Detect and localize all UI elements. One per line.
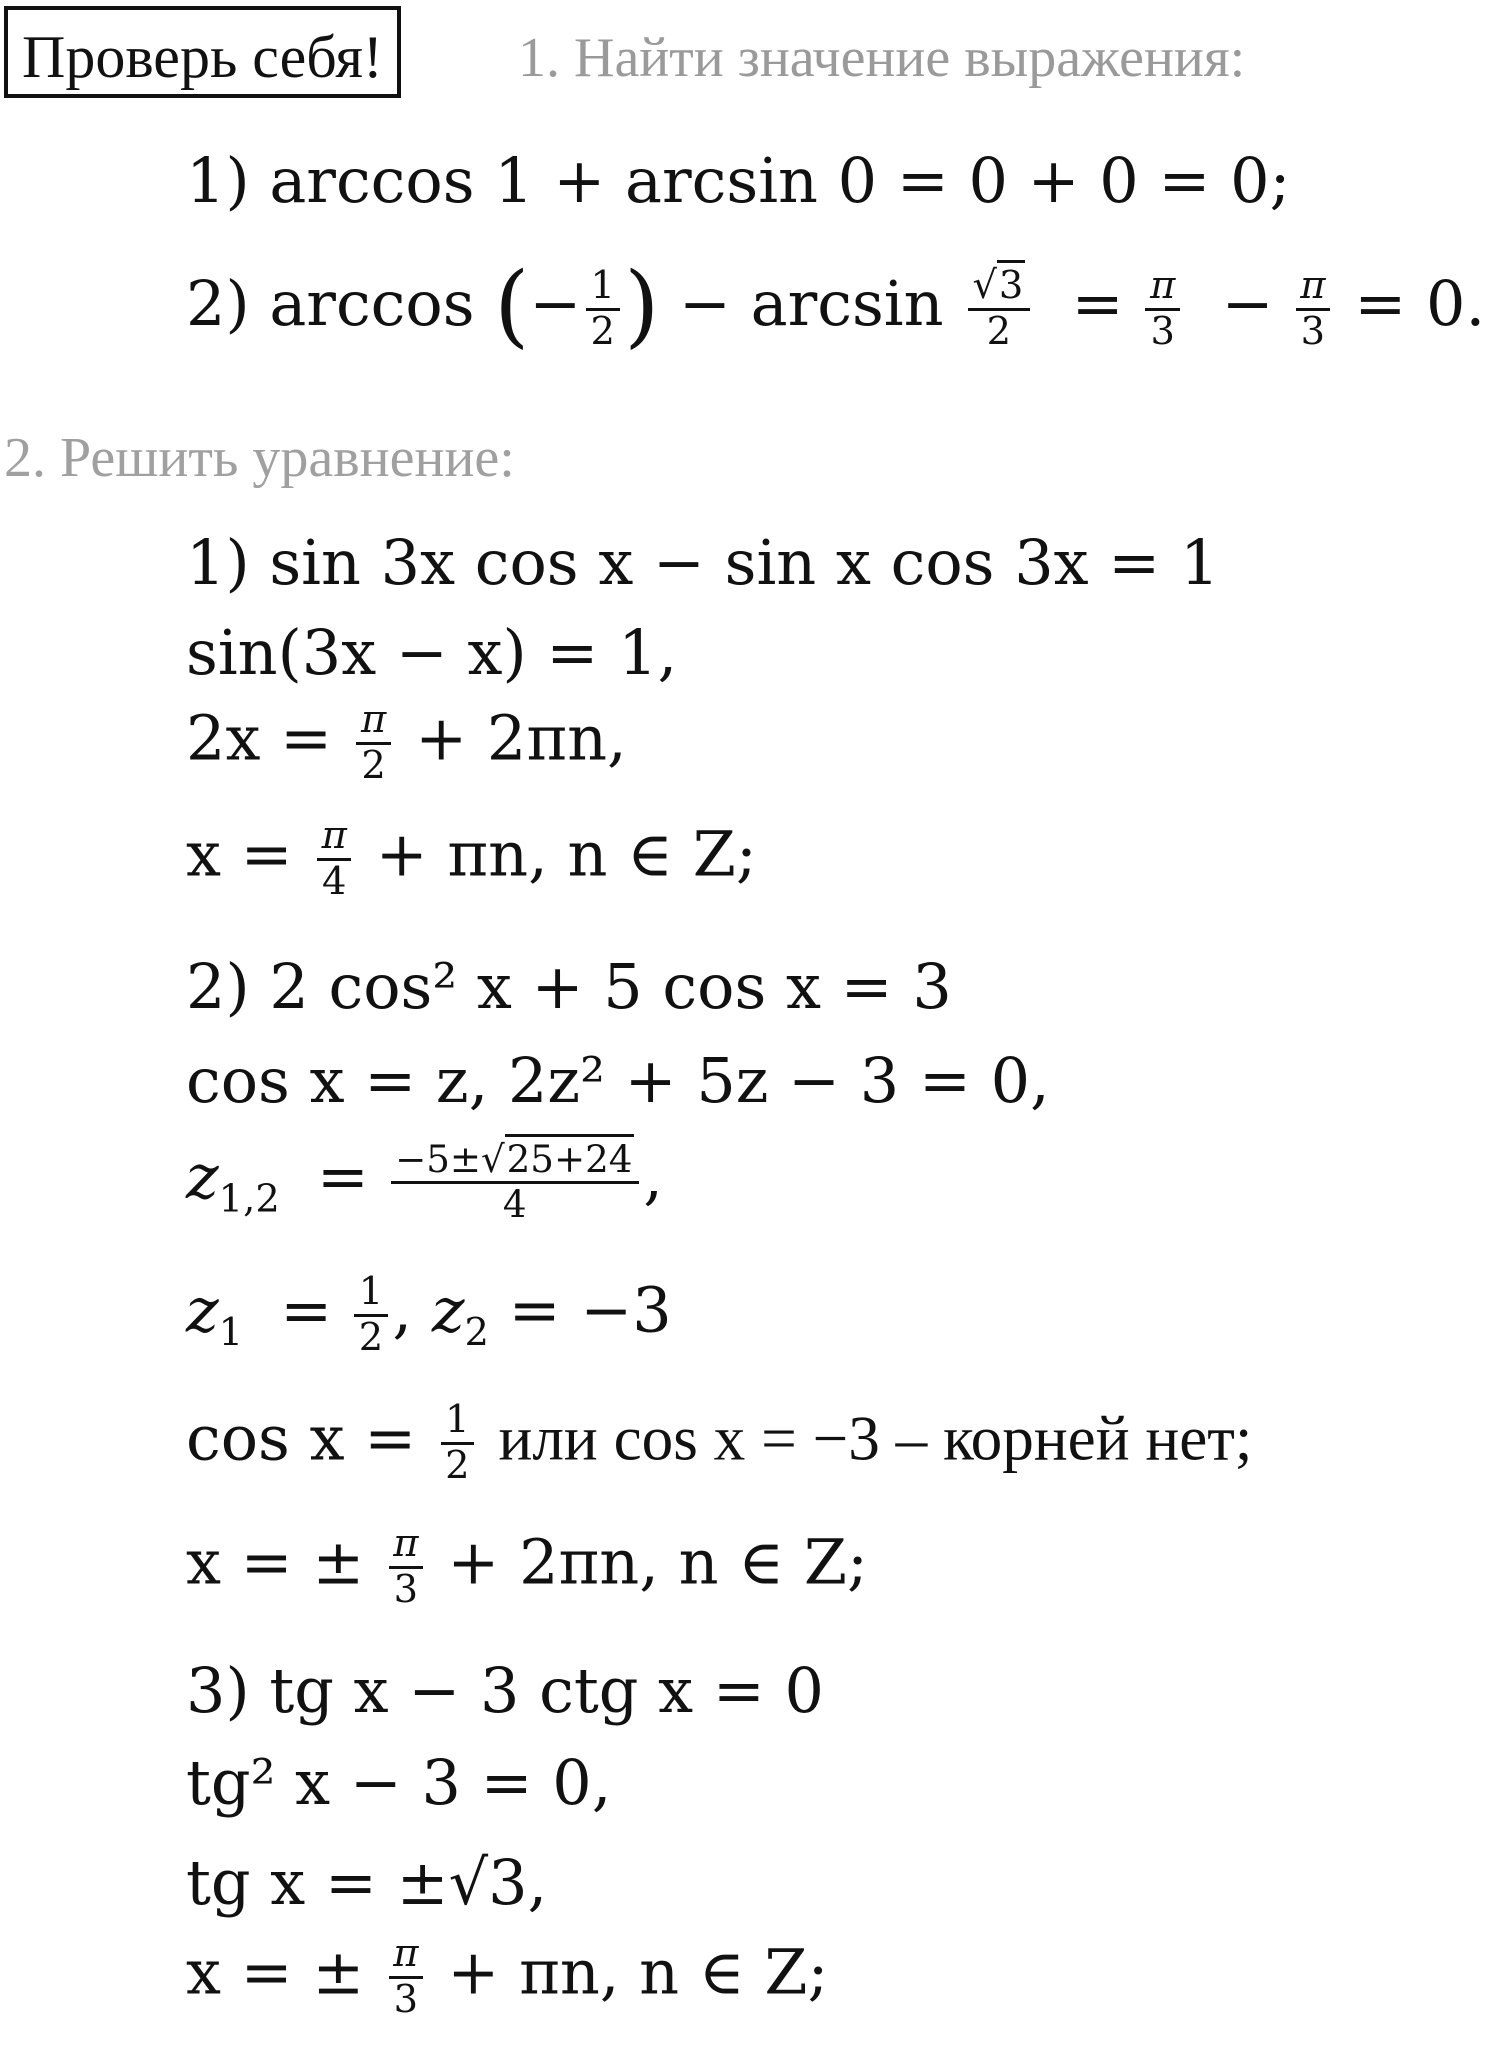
p2-line3-tail: , bbox=[643, 1140, 663, 1214]
fraction-pi-over-4: $\frac{\pi}{4}$ bbox=[317, 816, 351, 903]
p1-line2 bbox=[186, 616, 678, 689]
p1-line3-a: 2x = bbox=[186, 701, 333, 775]
p2-line1 bbox=[186, 950, 952, 1023]
p1-line4-b: + πn, n ∈ Z; bbox=[375, 817, 757, 891]
p2-line5-a: cos x = bbox=[186, 1401, 417, 1475]
fraction-pi-over-3-b: $\frac{\pi}{3}$ bbox=[1296, 266, 1330, 353]
check-yourself-badge: Проверь себя! bbox=[4, 6, 401, 98]
p3-line1-text: 3) tg x − 3 ctg x = 0 bbox=[186, 1654, 824, 1727]
p2-line6-a: x = ± bbox=[186, 1525, 365, 1599]
p3-line4-a: x = ± bbox=[186, 1935, 365, 2009]
p1-line4 bbox=[186, 813, 757, 905]
p1-line2-text: sin(3x − x) = 1, bbox=[186, 616, 678, 689]
p2-line3: $z_{1,2}$ = $\frac{-5\pm√25+24}{4}$ , bbox=[186, 1140, 663, 1224]
p2-line6-b: + 2πn, n ∈ Z; bbox=[447, 1525, 868, 1599]
p2-line6 bbox=[186, 1521, 868, 1613]
p3-line3 bbox=[186, 1846, 548, 1919]
p3-line2-text: tg² x − 3 = 0, bbox=[186, 1746, 612, 1819]
fraction-one-half: $\frac{1}{2}$ bbox=[586, 266, 620, 353]
p2-line5-b: или cos x = −3 – корней нет; bbox=[498, 1403, 1253, 1474]
p3-line4-b: + πn, n ∈ Z; bbox=[447, 1935, 829, 2009]
p3-line2 bbox=[186, 1746, 612, 1819]
task1-line2: 2) arccos (− $\frac{1}{2}$ ) − arcsin $\frac{√3}{2}$ = $\frac{\pi}{3}$ − $\frac{\pi}{3}$ = 0. bbox=[186, 254, 1485, 358]
task1-heading: 1. Найти значение выражения: bbox=[518, 27, 1246, 89]
p2-line2-text: cos x = z, 2z² + 5z − 3 = 0, bbox=[186, 1044, 1050, 1117]
p3-line3-text: tg x = ±√3, bbox=[186, 1846, 548, 1919]
close-paren: ) bbox=[624, 254, 660, 358]
p3-line1 bbox=[186, 1654, 824, 1727]
task1-line2-mid: − arcsin bbox=[678, 267, 944, 341]
p1-line1-text: 1) sin 3x cos x − sin x cos 3x = 1 bbox=[186, 526, 1220, 599]
task1-line2-tail: = 0. bbox=[1354, 267, 1485, 341]
p2-line5 bbox=[186, 1397, 1253, 1489]
p1-line3-b: + 2πn, bbox=[415, 701, 627, 775]
task1-line1 bbox=[186, 144, 1291, 217]
fraction-one-half-c: $\frac{1}{2}$ bbox=[441, 1400, 475, 1487]
fraction-one-half-b: $\frac{1}{2}$ bbox=[354, 1272, 388, 1359]
fraction-sqrt3-over-2: $\frac{√3}{2}$ bbox=[968, 266, 1030, 353]
p1-line4-a: x = bbox=[186, 817, 293, 891]
p2-line4-tail: = −3 bbox=[508, 1273, 672, 1347]
p3-line4 bbox=[186, 1931, 829, 2023]
fraction-pi-over-3-d: $\frac{\pi}{3}$ bbox=[389, 1934, 423, 2021]
fraction-quadratic-formula: $\frac{-5\pm√25+24}{4}$ bbox=[391, 1140, 639, 1224]
fraction-pi-over-3-c: $\frac{\pi}{3}$ bbox=[389, 1524, 423, 1611]
p2-line4: $z_1$ = $\frac{1}{2}$ , $z_2 = -3$ bbox=[186, 1269, 672, 1361]
task2-heading: 2. Решить уравнение: bbox=[4, 427, 515, 489]
task1-line2-prefix: 2) arccos bbox=[186, 267, 475, 341]
p1-line1 bbox=[186, 526, 1220, 599]
p2-line1-text: 2) 2 cos² x + 5 cos x = 3 bbox=[186, 950, 952, 1023]
p2-line2 bbox=[186, 1044, 1050, 1117]
task1-line1-text: 1) arccos 1 + arcsin 0 = 0 + 0 = 0; bbox=[186, 144, 1291, 217]
open-paren: ( bbox=[494, 254, 530, 358]
p1-line3 bbox=[186, 697, 627, 789]
fraction-pi-over-2: $\frac{\pi}{2}$ bbox=[356, 700, 390, 787]
fraction-pi-over-3: $\frac{\pi}{3}$ bbox=[1145, 266, 1179, 353]
